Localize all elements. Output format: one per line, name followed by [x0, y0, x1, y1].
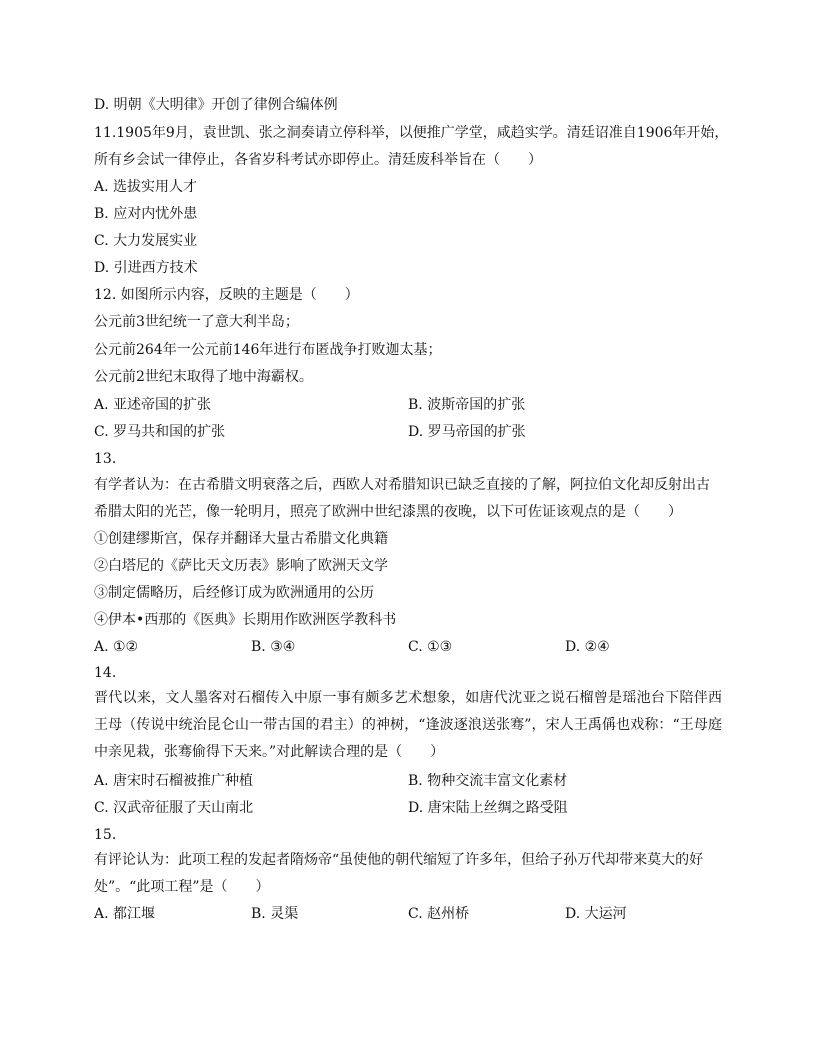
q13-item-4: ④伊本•西那的《医典》长期用作欧洲医学教科书 — [94, 612, 397, 628]
q14-option-c: C. 汉武帝征服了天山南北 — [94, 800, 254, 816]
q11-option-b: B. 应对内忧外患 — [94, 206, 198, 222]
q11-stem-line1: 11.1905年9月，袁世凯、张之洞奏请立停科举，以便推广学堂，咸趋实学。清廷诏准自1906年开始， — [94, 125, 729, 141]
q13-item-2: ②白塔尼的《萨比天文历表》影响了欧洲天文学 — [94, 558, 388, 574]
q15-stem-line2: 处”。“此项工程”是（ ） — [94, 879, 270, 895]
q10-option-d: D. 明朝《大明律》开创了律例合编体例 — [94, 97, 338, 113]
q11-option-d: D. 引进西方技术 — [94, 260, 198, 276]
q14-option-d: D. 唐宋陆上丝绸之路受阻 — [408, 800, 568, 816]
q12-content-line1: 公元前3世纪统一了意大利半岛； — [94, 314, 299, 330]
q12-option-d: D. 罗马帝国的扩张 — [408, 424, 526, 440]
q13-option-c: C. ①③ — [408, 639, 453, 655]
q11-option-c: C. 大力发展实业 — [94, 233, 198, 249]
q15-option-b: B. 灵渠 — [251, 906, 299, 922]
q12-stem: 12. 如图所示内容，反映的主题是（ ） — [94, 287, 359, 303]
q15-option-c: C. 赵州桥 — [408, 906, 470, 922]
q13-number: 13. — [94, 451, 117, 467]
q15-option-d: D. 大运河 — [565, 906, 627, 922]
q15-stem-line1: 有评论认为：此项工程的发起者隋炀帝“虽使他的朝代缩短了许多年，但给子孙万代却带来莫大的好 — [94, 852, 704, 868]
q15-option-a: A. 都江堰 — [94, 906, 156, 922]
q13-option-b: B. ③④ — [251, 639, 296, 655]
q13-option-a: A. ①② — [94, 639, 139, 655]
q13-option-d: D. ②④ — [565, 639, 610, 655]
q13-stem-line1: 有学者认为：在古希腊文明衰落之后，西欧人对希腊知识已缺乏直接的了解，阿拉伯文化却反射出古 — [94, 477, 710, 493]
q13-item-3: ③制定儒略历，后经修订成为欧洲通用的公历 — [94, 585, 374, 601]
q12-content-line2: 公元前264年一公元前146年进行布匿战争打败迦太基； — [94, 342, 442, 358]
q12-option-c: C. 罗马共和国的扩张 — [94, 424, 226, 440]
q14-option-b: B. 物种交流丰富文化素材 — [408, 773, 568, 789]
q14-stem: 晋代以来，文人墨客对石榴传入中原一事有颇多艺术想象，如唐代沈亚之说石榴曾是瑶池台下陪伴西王母（传说中统治昆仑山一带古国的君主）的神树，“逢波逐浪送张骞”，宋人王禹偁也戏称：“王母庭中亲见栽，张骞偷得下天来。”对此解读合理的是（ ） — [94, 690, 722, 760]
q12-content-line3: 公元前2世纪末取得了地中海霸权。 — [94, 369, 313, 385]
q14-option-a: A. 唐宋时石榴被推广种植 — [94, 773, 254, 789]
q13-item-1: ①创建缪斯宫，保存并翻译大量古希腊文化典籍 — [94, 531, 388, 547]
q15-number: 15. — [94, 827, 117, 843]
q11-option-a: A. 选拔实用人才 — [94, 179, 198, 195]
q13-stem-line2: 希腊太阳的光芒，像一轮明月，照亮了欧洲中世纪漆黑的夜晚，以下可佐证该观点的是（ ） — [94, 504, 682, 520]
q11-stem-line2: 所有乡会试一律停止，各省岁科考试亦即停止。清廷废科举旨在（ ） — [94, 152, 542, 168]
q14-number: 14. — [94, 665, 117, 681]
q12-option-b: B. 波斯帝国的扩张 — [408, 397, 526, 413]
q12-option-a: A. 亚述帝国的扩张 — [94, 397, 212, 413]
